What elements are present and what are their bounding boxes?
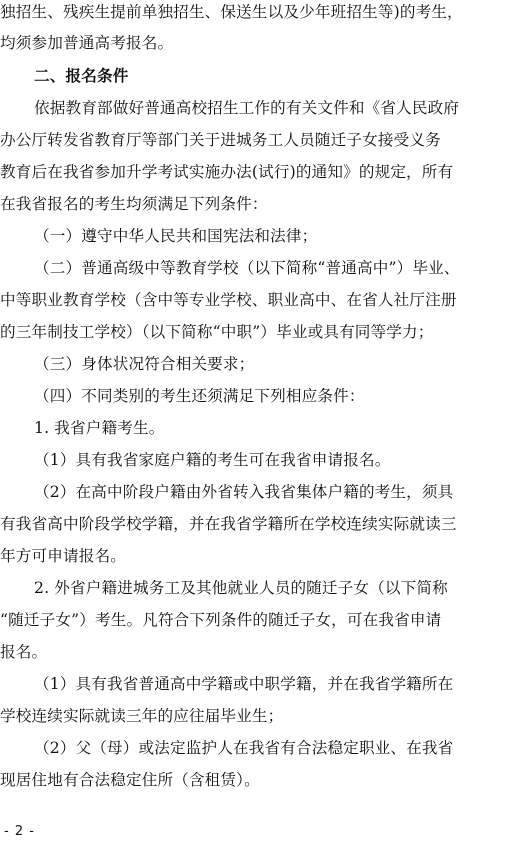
paragraph-line: 办公厅转发省教育厅等部门关于进城务工人员随迁子女接受义务 xyxy=(0,131,441,149)
paragraph-line: （1）具有我省普通高中学籍或中职学籍，并在我省学籍所在 xyxy=(34,675,454,693)
paragraph-line: （三）身体状况符合相关要求； xyxy=(34,355,255,373)
paragraph-line: 均须参加普通高考报名。 xyxy=(0,34,174,52)
paragraph-line: 年方可申请报名。 xyxy=(0,547,126,565)
page-number: - 2 - xyxy=(4,824,35,839)
paragraph-line: （一）遵守中华人民共和国宪法和法律； xyxy=(34,227,318,245)
paragraph-line: （2）父（母）或法定监护人在我省有合法稳定职业、在我省 xyxy=(34,739,454,757)
paragraph-line: “随迁子女”）考生。凡符合下列条件的随迁子女，可在我省申请 xyxy=(0,611,442,629)
paragraph-line: 报名。 xyxy=(0,643,48,661)
paragraph-line: 学校连续实际就读三年的应往届毕业生； xyxy=(0,707,284,725)
paragraph-line: （二）普通高级中等教育学校（以下简称“普通高中”）毕业、 xyxy=(34,259,460,277)
paragraph-line: 2. 外省户籍进城务工及其他就业人员的随迁子女（以下简称 xyxy=(34,579,448,597)
paragraph-line: 的三年制技工学校）（以下简称“中职”）毕业或具有同等学力； xyxy=(0,323,434,341)
paragraph-line: 依据教育部做好普通高校招生工作的有关文件和《省人民政府 xyxy=(34,99,460,117)
paragraph-line: （1）具有我省家庭户籍的考生可在我省申请报名。 xyxy=(34,451,391,469)
paragraph-line: 现居住地有合法稳定住所（含租赁）。 xyxy=(0,771,260,789)
paragraph-line: 独招生、残疾生提前单独招生、保送生以及少年班招生等)的考生， xyxy=(0,3,463,21)
paragraph-line: （四）不同类别的考生还须满足下列相应条件： xyxy=(34,387,365,405)
paragraph-line: 在我省报名的考生均须满足下列条件： xyxy=(0,195,268,213)
paragraph-line: 1. 我省户籍考生。 xyxy=(34,419,165,437)
paragraph-line: 有我省高中阶段学校学籍，并在我省学籍所在学校连续实际就读三 xyxy=(0,515,457,533)
paragraph-line: 教育后在我省参加升学考试实施办法(试行)的通知》的规定，所有 xyxy=(0,163,454,181)
paragraph-line: 中等职业教育学校（含中等专业学校、职业高中、在省人社厅注册 xyxy=(0,291,457,309)
paragraph-line: （2）在高中阶段户籍由外省转入我省集体户籍的考生，须具 xyxy=(34,483,454,501)
section-heading: 二、报名条件 xyxy=(34,67,129,85)
